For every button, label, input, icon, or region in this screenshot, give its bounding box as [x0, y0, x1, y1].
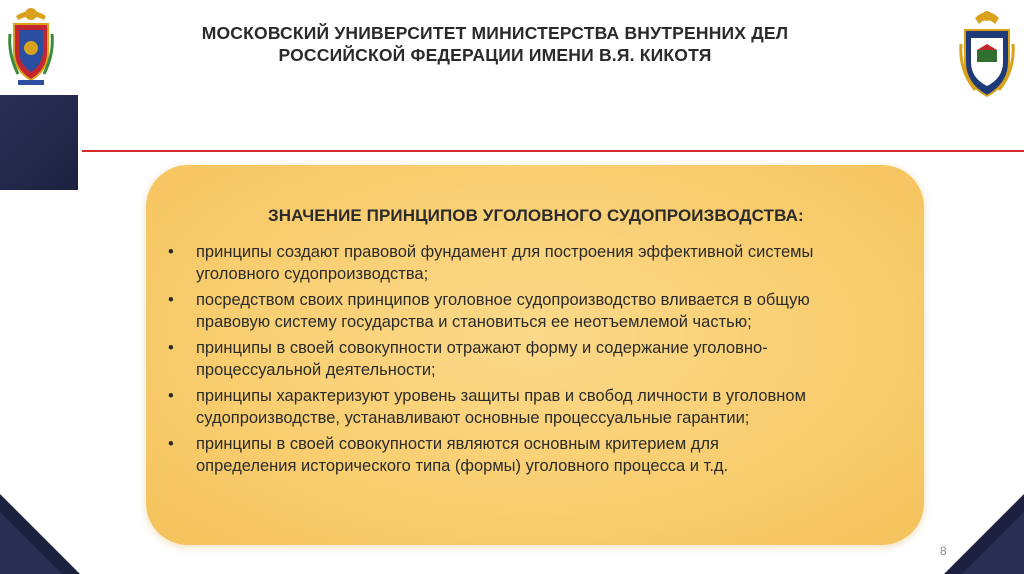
list-item-line: процессуальной деятельности; — [196, 361, 436, 379]
content-card — [146, 165, 924, 545]
page-title — [160, 22, 830, 66]
list-item-line: определения исторического типа (формы) уголовного процесса и т.д. — [196, 457, 729, 475]
bullet-icon: • — [168, 291, 174, 309]
list-item — [168, 241, 908, 285]
list-item-line: принципы характеризуют уровень защиты прав и свобод личности в уголовном — [196, 387, 806, 405]
list-item — [168, 337, 908, 381]
principles-list — [168, 241, 908, 481]
university-emblem-icon — [6, 4, 56, 88]
list-item-line: правовую систему государства и становиться ее неотъемлемой частью; — [196, 313, 752, 331]
decorative-navy-block — [0, 95, 78, 190]
list-item-line: судопроизводстве, устанавливают основные процессуальные гарантии; — [196, 409, 750, 427]
list-item — [168, 289, 908, 333]
list-item-line: посредством своих принципов уголовное судопроизводство вливается в общую — [196, 291, 810, 309]
ministry-emblem-icon — [955, 4, 1019, 100]
bullet-icon: • — [168, 387, 174, 405]
list-item-line: уголовного судопроизводства; — [196, 265, 429, 283]
header-divider — [82, 150, 1024, 152]
bullet-icon: • — [168, 435, 174, 453]
bullet-icon: • — [168, 339, 174, 357]
title-line-2: РОССИЙСКОЙ ФЕДЕРАЦИИ ИМЕНИ В.Я. КИКОТЯ — [278, 45, 712, 65]
decorative-corner-right — [944, 494, 1024, 574]
title-line-1: МОСКОВСКИЙ УНИВЕРСИТЕТ МИНИСТЕРСТВА ВНУТРЕННИХ ДЕЛ — [201, 23, 789, 43]
bullet-icon: • — [168, 243, 174, 261]
decorative-corner-left — [0, 494, 80, 574]
list-item-line: принципы в своей совокупности отражают форму и содержание уголовно- — [196, 339, 768, 357]
card-heading: ЗНАЧЕНИЕ ПРИНЦИПОВ УГОЛОВНОГО СУДОПРОИЗВОДСТВА: — [268, 206, 804, 225]
list-item-line: принципы в своей совокупности являются основным критерием для — [196, 435, 719, 453]
list-item-line: принципы создают правовой фундамент для построения эффективной системы — [196, 243, 814, 261]
page-number: 8 — [940, 544, 947, 558]
list-item — [168, 385, 908, 429]
list-item — [168, 433, 908, 477]
